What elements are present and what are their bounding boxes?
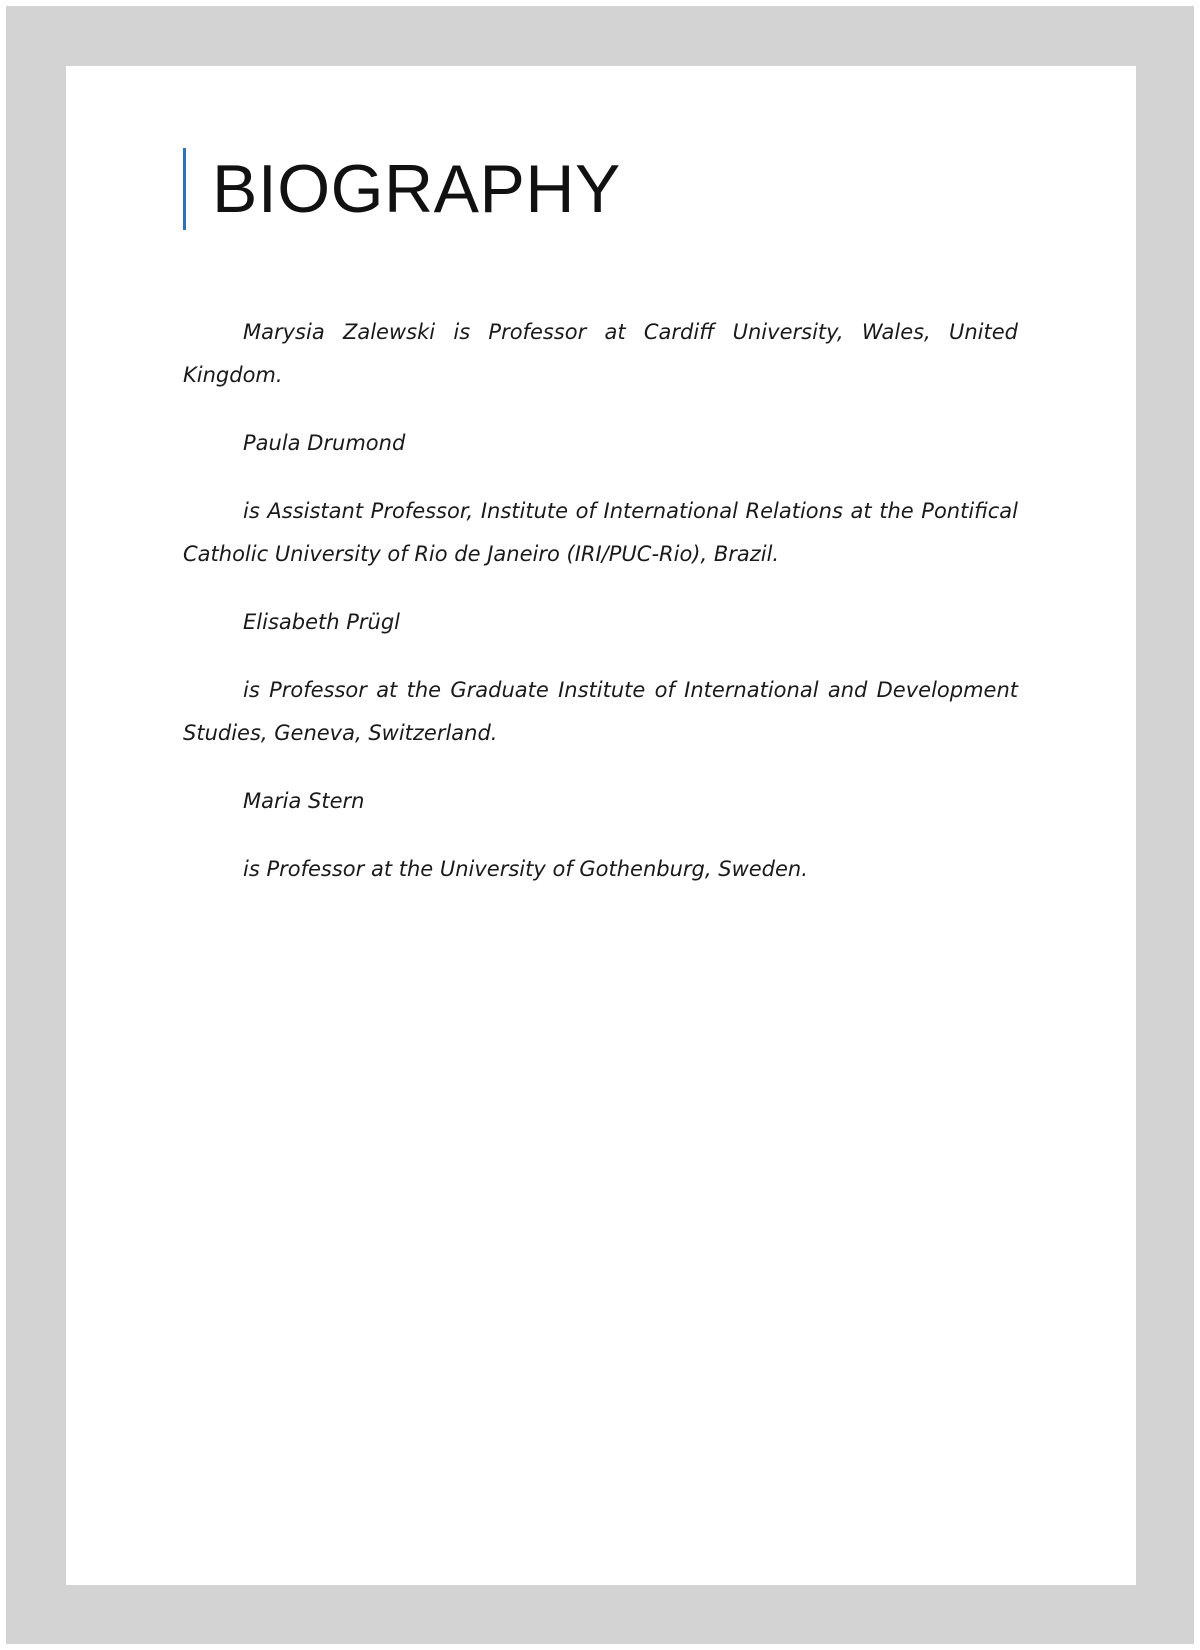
bio-paragraph-stern: is Professor at the University of Gothenburg, Sweden. xyxy=(243,857,808,881)
bio-name-stern: Maria Stern xyxy=(243,789,365,813)
bio-paragraph-drumond: is Assistant Professor, Institute of International Relations at the Pontifical Catholic University of Rio de Janeiro (IRI/PUC-Rio), Brazil. xyxy=(183,499,1018,566)
bio-name-drumond: Paula Drumond xyxy=(243,431,406,455)
page-title: BIOGRAPHY xyxy=(212,151,621,227)
biography-body xyxy=(183,311,1018,916)
title-accent-rule xyxy=(183,148,186,230)
bio-paragraph-zalewski: Marysia Zalewski is Professor at Cardiff University, Wales, United Kingdom. xyxy=(183,320,1018,387)
bio-name-prugl: Elisabeth Prügl xyxy=(243,610,400,634)
document-page xyxy=(66,66,1136,1585)
document-viewer-background xyxy=(6,6,1194,1644)
bio-paragraph-prugl: is Professor at the Graduate Institute of International and Development Studies, Geneva, Switzerland. xyxy=(183,678,1018,745)
title-block xyxy=(183,148,621,230)
